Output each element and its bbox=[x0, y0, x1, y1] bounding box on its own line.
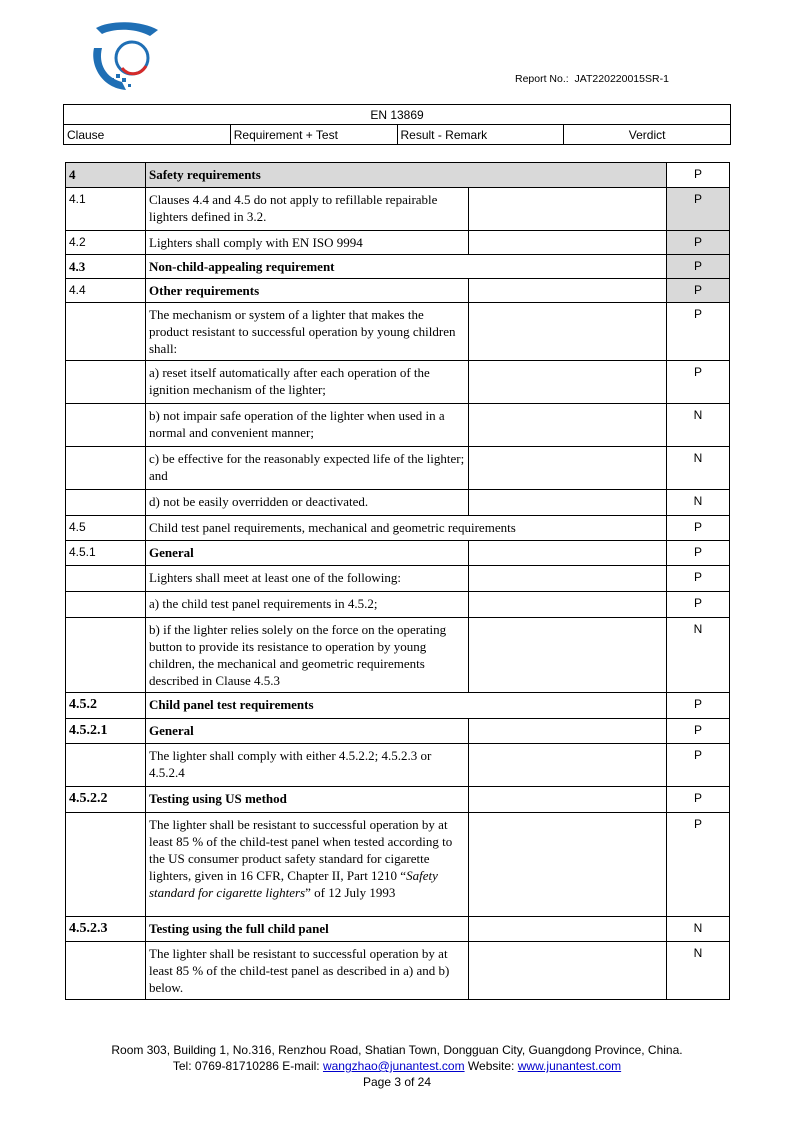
result-cell bbox=[469, 279, 667, 303]
requirement-cell: Testing using US method bbox=[146, 787, 469, 813]
result-cell bbox=[469, 447, 667, 490]
result-cell bbox=[469, 592, 667, 618]
table-row bbox=[66, 188, 730, 231]
website-link[interactable]: www.junantest.com bbox=[517, 1059, 622, 1073]
requirement-cell: Safety requirements bbox=[146, 163, 667, 188]
verdict-cell: P bbox=[667, 787, 730, 813]
clause-cell bbox=[66, 404, 146, 447]
requirement-cell: Clauses 4.4 and 4.5 do not apply to refillable repairable lighters defined in 3.2. bbox=[146, 188, 469, 231]
verdict-cell: P bbox=[667, 592, 730, 618]
result-cell bbox=[469, 618, 667, 693]
result-cell bbox=[469, 917, 667, 942]
clause-cell: 4.5 bbox=[66, 516, 146, 541]
table-row bbox=[66, 942, 730, 1000]
verdict-cell: N bbox=[667, 490, 730, 516]
requirement-text: The lighter shall be resistant to successful operation by at least 85 % of the child-test panel when tested according to the US consumer product safety standard for cigarette lighters, given in 16 CFR, Chapter II, Part 1210 “ bbox=[149, 817, 453, 883]
clause-cell: 4.4 bbox=[66, 279, 146, 303]
requirements-table bbox=[65, 162, 730, 1000]
requirement-cell: Other requirements bbox=[146, 279, 469, 303]
result-cell bbox=[469, 303, 667, 361]
verdict-cell: P bbox=[667, 693, 730, 719]
requirement-cell: Lighters shall comply with EN ISO 9994 bbox=[146, 231, 469, 255]
requirement-cell: The lighter shall be resistant to successful operation by at least 85 % of the child-test panel as described in a) and b) below. bbox=[146, 942, 469, 1000]
verdict-cell: P bbox=[667, 361, 730, 404]
result-cell bbox=[469, 188, 667, 231]
clause-cell bbox=[66, 618, 146, 693]
clause-cell bbox=[66, 942, 146, 1000]
table-row bbox=[66, 719, 730, 744]
requirement-cell: General bbox=[146, 541, 469, 566]
requirement-cell: a) reset itself automatically after each operation of the ignition mechanism of the lighter; bbox=[146, 361, 469, 404]
clause-cell: 4.1 bbox=[66, 188, 146, 231]
clause-cell: 4.5.2.2 bbox=[66, 787, 146, 813]
clause-cell: 4.5.2.1 bbox=[66, 719, 146, 744]
result-cell bbox=[469, 719, 667, 744]
footer-contact bbox=[0, 1058, 794, 1074]
table-row bbox=[66, 813, 730, 917]
verdict-cell: P bbox=[667, 566, 730, 592]
verdict-cell: P bbox=[667, 163, 730, 188]
result-cell bbox=[469, 231, 667, 255]
table-row bbox=[66, 231, 730, 255]
verdict-cell: N bbox=[667, 447, 730, 490]
result-cell bbox=[469, 942, 667, 1000]
requirement-text-end: ” of 12 July 1993 bbox=[305, 885, 396, 900]
verdict-cell: N bbox=[667, 917, 730, 942]
requirement-cell: Child test panel requirements, mechanical and geometric requirements bbox=[146, 516, 667, 541]
clause-cell bbox=[66, 490, 146, 516]
requirement-cell: Testing using the full child panel bbox=[146, 917, 469, 942]
result-cell bbox=[469, 404, 667, 447]
requirement-cell: The lighter shall comply with either 4.5.2.2; 4.5.2.3 or 4.5.2.4 bbox=[146, 744, 469, 787]
footer-address: Room 303, Building 1, No.316, Renzhou Road, Shatian Town, Dongguan City, Guangdong Province, China. bbox=[111, 1043, 683, 1057]
table-row bbox=[66, 787, 730, 813]
logo-ring-accent bbox=[122, 66, 146, 74]
clause-cell bbox=[66, 303, 146, 361]
report-number-label: Report No.: bbox=[515, 73, 569, 85]
requirement-cell: Lighters shall meet at least one of the following: bbox=[146, 566, 469, 592]
col-clause-header: Clause bbox=[64, 125, 231, 145]
logo-pixel bbox=[122, 78, 126, 82]
clause-cell: 4.5.2.3 bbox=[66, 917, 146, 942]
result-cell bbox=[469, 787, 667, 813]
logo-pixel bbox=[110, 78, 114, 82]
table-row bbox=[66, 541, 730, 566]
clause-cell: 4 bbox=[66, 163, 146, 188]
clause-cell: 4.3 bbox=[66, 255, 146, 279]
clause-cell bbox=[66, 447, 146, 490]
requirement-cell: d) not be easily overridden or deactivated. bbox=[146, 490, 469, 516]
table-row bbox=[66, 303, 730, 361]
requirement-cell: b) not impair safe operation of the lighter when used in a normal and convenient manner; bbox=[146, 404, 469, 447]
verdict-cell: P bbox=[667, 516, 730, 541]
table-row bbox=[66, 404, 730, 447]
table-row bbox=[66, 566, 730, 592]
standard-name: Safety standard for cigarette lighters bbox=[149, 868, 438, 900]
result-cell bbox=[469, 490, 667, 516]
verdict-cell: P bbox=[667, 541, 730, 566]
clause-cell: 4.2 bbox=[66, 231, 146, 255]
requirement-cell: a) the child test panel requirements in 4.5.2; bbox=[146, 592, 469, 618]
result-cell bbox=[469, 361, 667, 404]
clause-cell bbox=[66, 566, 146, 592]
table-row bbox=[66, 255, 730, 279]
logo-pixel bbox=[128, 84, 131, 87]
company-logo bbox=[88, 18, 164, 94]
verdict-cell: P bbox=[667, 231, 730, 255]
standard-title: EN 13869 bbox=[64, 105, 731, 125]
table-row bbox=[66, 163, 730, 188]
clause-cell bbox=[66, 361, 146, 404]
result-cell bbox=[469, 541, 667, 566]
table-row bbox=[66, 490, 730, 516]
table-row bbox=[66, 917, 730, 942]
clause-cell bbox=[66, 744, 146, 787]
footer-website-label: Website: bbox=[467, 1059, 515, 1073]
standard-header-table bbox=[63, 104, 731, 145]
table-row bbox=[66, 618, 730, 693]
verdict-cell: P bbox=[667, 188, 730, 231]
verdict-cell: N bbox=[667, 618, 730, 693]
table-row bbox=[66, 279, 730, 303]
result-cell bbox=[469, 744, 667, 787]
clause-cell bbox=[66, 592, 146, 618]
report-number bbox=[515, 73, 669, 85]
col-verdict-header: Verdict bbox=[564, 125, 731, 145]
logo-swoosh-top bbox=[96, 22, 158, 36]
table-row bbox=[66, 447, 730, 490]
requirement-cell: General bbox=[146, 719, 469, 744]
col-result-header: Result - Remark bbox=[397, 125, 564, 145]
clause-cell bbox=[66, 813, 146, 917]
verdict-cell: N bbox=[667, 942, 730, 1000]
col-requirement-header: Requirement + Test bbox=[230, 125, 397, 145]
table-row bbox=[66, 516, 730, 541]
requirement-cell: Child panel test requirements bbox=[146, 693, 667, 719]
requirement-cell bbox=[146, 813, 469, 917]
logo-pixel bbox=[116, 82, 120, 86]
page-number: Page 3 of 24 bbox=[362, 1075, 432, 1089]
result-cell bbox=[469, 566, 667, 592]
requirement-cell: Non-child-appealing requirement bbox=[146, 255, 667, 279]
verdict-cell: P bbox=[667, 255, 730, 279]
verdict-cell: P bbox=[667, 744, 730, 787]
requirement-cell: The mechanism or system of a lighter that makes the product resistant to successful operation by young children shall: bbox=[146, 303, 469, 361]
table-row bbox=[66, 744, 730, 787]
requirement-cell: c) be effective for the reasonably expected life of the lighter; and bbox=[146, 447, 469, 490]
verdict-cell: P bbox=[667, 279, 730, 303]
result-cell bbox=[469, 813, 667, 917]
footer-tel: Tel: 0769-81710286 E-mail: bbox=[172, 1059, 320, 1073]
verdict-cell: P bbox=[667, 813, 730, 917]
email-link[interactable]: wangzhao@junantest.com bbox=[322, 1059, 465, 1073]
verdict-cell: P bbox=[667, 719, 730, 744]
clause-cell: 4.5.2 bbox=[66, 693, 146, 719]
logo-pixel bbox=[116, 74, 120, 78]
verdict-cell: N bbox=[667, 404, 730, 447]
table-row bbox=[66, 592, 730, 618]
requirement-cell: b) if the lighter relies solely on the force on the operating button to provide its resistance to operation by young children, the mechanical and geometric requirements described in Clause 4.5.3 bbox=[146, 618, 469, 693]
clause-cell: 4.5.1 bbox=[66, 541, 146, 566]
verdict-cell: P bbox=[667, 303, 730, 361]
report-number-value: JAT220220015SR-1 bbox=[574, 73, 669, 85]
table-row bbox=[66, 361, 730, 404]
table-row bbox=[66, 693, 730, 719]
